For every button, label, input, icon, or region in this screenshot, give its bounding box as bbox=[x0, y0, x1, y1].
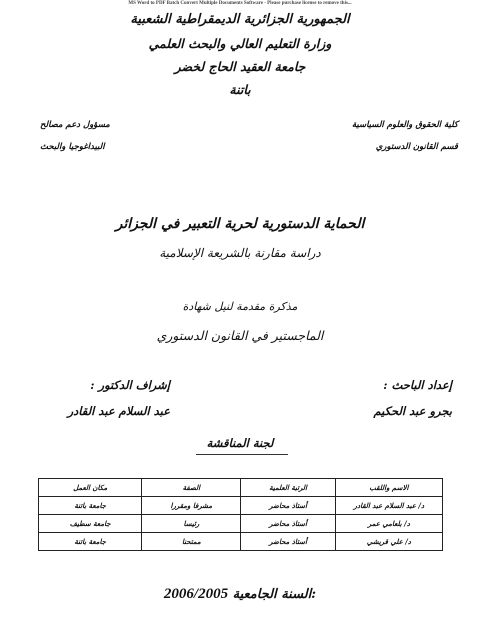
support-office-label: مسؤول دعم مصالح bbox=[40, 120, 110, 130]
table-row bbox=[39, 533, 443, 551]
academic-year bbox=[0, 586, 480, 603]
academic-year-value: 2006/2005 bbox=[163, 586, 229, 602]
degree-name: الماجستير في القانون الدستوري bbox=[156, 328, 324, 343]
jury-member-rank: أستاذ محاضر bbox=[241, 497, 335, 515]
jury-member-role: مشرفا ومقررا bbox=[142, 497, 241, 515]
jury-title: لجنة المناقشة bbox=[206, 436, 274, 450]
jury-member-workplace: جامعة سطيف bbox=[39, 515, 142, 533]
table-row bbox=[39, 497, 443, 515]
jury-member-workplace: جامعة باتنة bbox=[39, 533, 142, 551]
supervisor-name: عبد السلام عبد القادر bbox=[67, 404, 170, 418]
watermark-text: MS Word to PDF Batch Convert Multiple Documents Software - Please purchase license to remove this... bbox=[128, 1, 352, 6]
thesis-subtitle: دراسة مقارنة بالشريعة الإسلامية bbox=[159, 246, 321, 260]
jury-member-role: رئيسا bbox=[142, 515, 241, 533]
city-header: باتنة bbox=[229, 82, 251, 97]
jury-member-workplace: جامعة باتنة bbox=[39, 497, 142, 515]
university-header: جامعة العقيد الحاج لخضر bbox=[174, 59, 306, 74]
ministry-header: وزارة التعليم العالي والبحث العلمي bbox=[148, 36, 332, 51]
col-header-workplace: مكان العمل bbox=[39, 479, 142, 497]
pedagogy-research-label: البيداغوجيا والبحث bbox=[40, 142, 105, 152]
academic-year-label: السنة الجامعية: bbox=[232, 587, 317, 602]
prepared-by-label: إعداد الباحث : bbox=[383, 378, 452, 392]
jury-member-role: ممتحنا bbox=[142, 533, 241, 551]
jury-title-underline bbox=[196, 454, 288, 455]
researcher-name: بجرو عبد الحكيم bbox=[373, 404, 452, 418]
department-label: قسم القانون الدستوري bbox=[375, 142, 458, 152]
jury-member-rank: أستاذ محاضر bbox=[241, 533, 335, 551]
jury-member-rank: أستاذ محاضر bbox=[241, 515, 335, 533]
jury-table-header-row bbox=[39, 479, 443, 497]
col-header-role: الصفة bbox=[142, 479, 241, 497]
republic-header: الجمهورية الجزائرية الديمقراطية الشعبية bbox=[130, 12, 350, 27]
jury-table bbox=[38, 478, 443, 551]
faculty-label: كلية الحقوق والعلوم السياسية bbox=[351, 120, 458, 130]
jury-member-name: د/ عبد السلام عبد القادر bbox=[335, 497, 442, 515]
supervisor-label: إشراف الدكتور : bbox=[90, 378, 170, 392]
thesis-title: الحماية الدستورية لحرية التعبير في الجزائر bbox=[115, 216, 365, 232]
col-header-rank: الرتبة العلمية bbox=[241, 479, 335, 497]
col-header-name: الاسم واللقب bbox=[335, 479, 442, 497]
memo-intro: مذكرة مقدمة لنيل شهادة bbox=[182, 300, 298, 313]
jury-member-name: د/ علي قريشي bbox=[335, 533, 442, 551]
jury-member-name: د/ بلعامي عمر bbox=[335, 515, 442, 533]
table-row bbox=[39, 515, 443, 533]
